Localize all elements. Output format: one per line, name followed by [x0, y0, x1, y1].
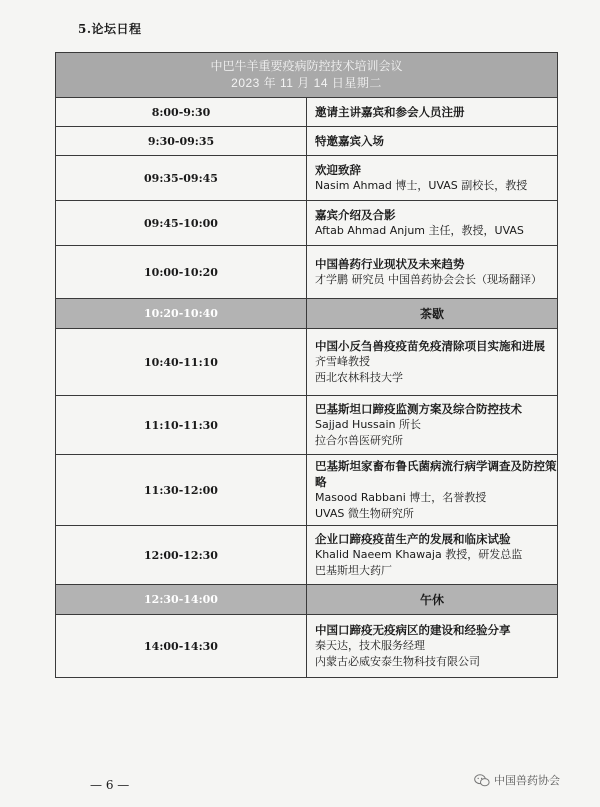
- agenda-content: [307, 156, 558, 201]
- agenda-row: [56, 396, 558, 455]
- agenda-row: [56, 246, 558, 299]
- session-title: 巴基斯坦口蹄疫监测方案及综合防控技术: [315, 402, 522, 416]
- session-title: 中国口蹄疫无疫病区的建设和经验分享: [315, 623, 511, 637]
- session-detail: UVAS 微生物研究所: [315, 507, 414, 520]
- agenda-row: [56, 98, 558, 127]
- session-title: 中国兽药行业现状及未来趋势: [315, 257, 465, 271]
- agenda-row: [56, 615, 558, 678]
- page-number: — 6 —: [90, 778, 130, 792]
- session-title: 特邀嘉宾入场: [315, 134, 384, 148]
- agenda-time: 09:45-10:00: [56, 201, 307, 246]
- session-title: 欢迎致辞: [315, 163, 361, 177]
- agenda-time: 10:40-11:10: [56, 329, 307, 396]
- agenda-table: [55, 52, 558, 678]
- section-title: 5.论坛日程: [78, 22, 142, 36]
- session-detail: Aftab Ahmad Anjum 主任，教授，UVAS: [315, 224, 524, 237]
- agenda-content: [307, 201, 558, 246]
- agenda-row: [56, 455, 558, 526]
- session-detail: Sajjad Hussain 所长: [315, 418, 422, 431]
- session-title: 企业口蹄疫疫苗生产的发展和临床试验: [315, 532, 511, 546]
- session-title: 邀请主讲嘉宾和参会人员注册: [315, 105, 465, 119]
- agenda-time: 10:20-10:40: [56, 299, 307, 329]
- agenda-row: [56, 127, 558, 156]
- meeting-title: 中巴牛羊重要疫病防控技术培训会议: [210, 59, 403, 73]
- agenda-content: [307, 455, 558, 526]
- watermark-text: 中国兽药协会: [494, 774, 560, 787]
- session-detail: 才学鹏 研究员 中国兽药协会会长（现场翻译）: [315, 273, 542, 286]
- session-title: 巴基斯坦家畜布鲁氏菌病流行病学调查及防控策略: [315, 459, 557, 489]
- agenda-time: 11:10-11:30: [56, 396, 307, 455]
- session-detail: 秦天达，技术服务经理: [315, 639, 425, 652]
- session-detail: 西北农林科技大学: [315, 371, 403, 384]
- agenda-content: [307, 329, 558, 396]
- agenda-row: [56, 201, 558, 246]
- agenda-content: [307, 615, 558, 678]
- agenda-row: [56, 526, 558, 585]
- agenda-break-row: [56, 299, 558, 329]
- session-detail: 齐雪峰教授: [315, 355, 370, 368]
- agenda-header-row: [56, 53, 558, 98]
- agenda-time: 8:00-9:30: [56, 98, 307, 127]
- session-detail: 拉合尔兽医研究所: [315, 434, 403, 447]
- session-detail: 巴基斯坦大药厂: [315, 564, 392, 577]
- agenda-content: [307, 127, 558, 156]
- session-detail: Khalid Naeem Khawaja 教授，研发总监: [315, 548, 523, 561]
- session-title: 嘉宾介绍及合影: [315, 208, 396, 222]
- break-label: 茶歇: [307, 299, 558, 329]
- session-title: 中国小反刍兽疫疫苗免疫清除项目实施和进展: [315, 339, 545, 353]
- agenda-time: 12:30-14:00: [56, 585, 307, 615]
- agenda-content: [307, 98, 558, 127]
- session-detail: 内蒙古必威安泰生物科技有限公司: [315, 655, 480, 668]
- agenda-time: 9:30-09:35: [56, 127, 307, 156]
- agenda-header-cell: [56, 53, 558, 98]
- watermark: [474, 772, 560, 788]
- agenda-time: 09:35-09:45: [56, 156, 307, 201]
- agenda-break-row: [56, 585, 558, 615]
- agenda-content: [307, 526, 558, 585]
- session-detail: Nasim Ahmad 博士，UVAS 副校长，教授: [315, 179, 528, 192]
- break-label: 午休: [307, 585, 558, 615]
- agenda-content: [307, 396, 558, 455]
- agenda-row: [56, 156, 558, 201]
- agenda-time: 12:00-12:30: [56, 526, 307, 585]
- agenda-time: 10:00-10:20: [56, 246, 307, 299]
- meeting-date: 2023 年 11 月 14 日星期二: [231, 76, 382, 90]
- agenda-content: [307, 246, 558, 299]
- agenda-time: 14:00-14:30: [56, 615, 307, 678]
- agenda-row: [56, 329, 558, 396]
- session-detail: Masood Rabbani 博士，名誉教授: [315, 491, 487, 504]
- wechat-icon: [474, 774, 490, 787]
- agenda-time: 11:30-12:00: [56, 455, 307, 526]
